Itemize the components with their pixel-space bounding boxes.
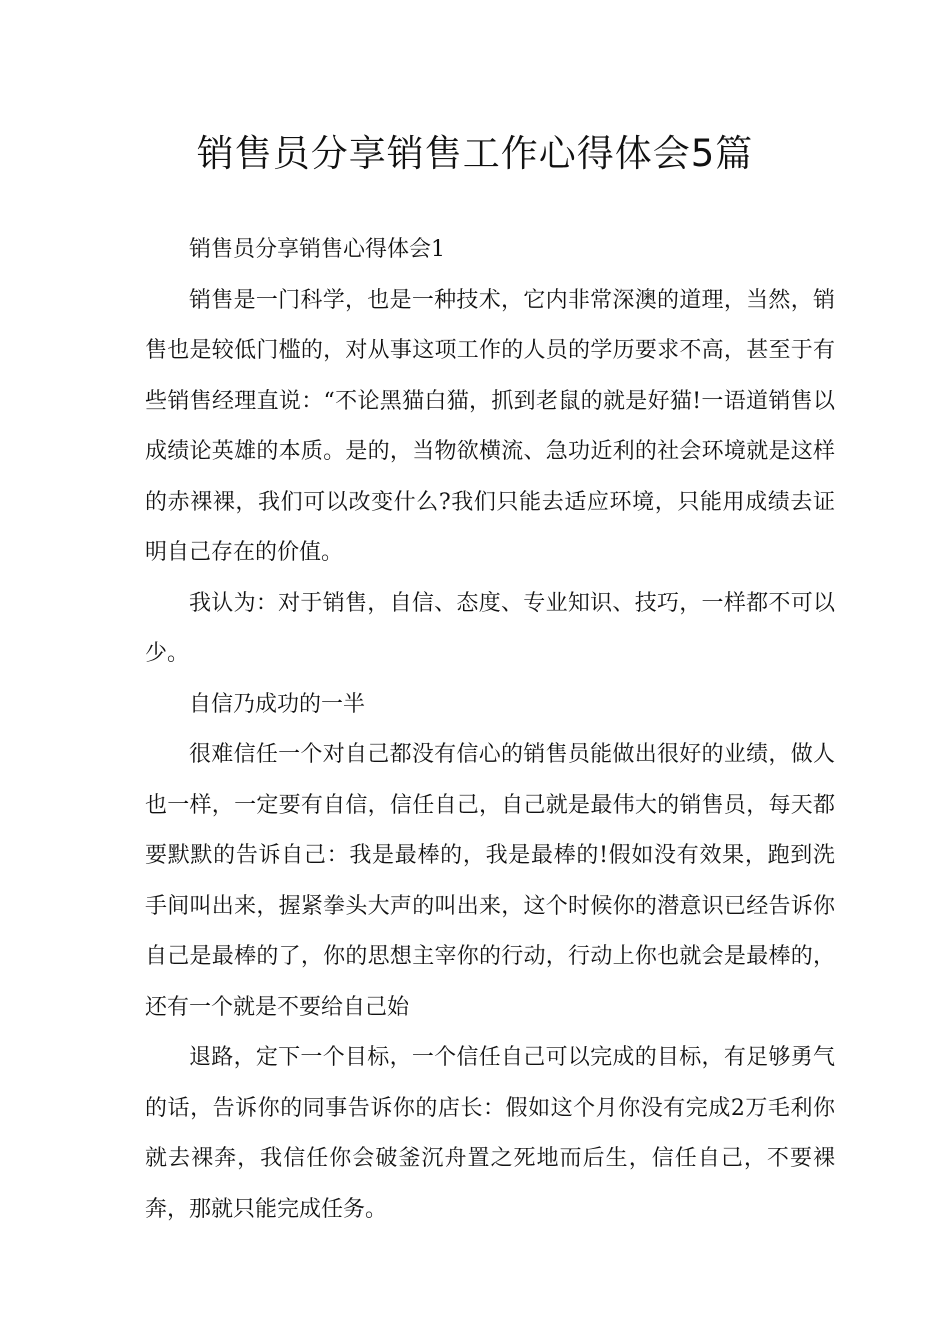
paragraph: 很难信任一个对自己都没有信心的销售员能做出很好的业绩，做人也一样，一定要有自信，信任自己，自己就是最伟大的销售员，每天都要默默的告诉自己：我是最棒的，我是最棒的!假如没有效果，跑到洗手间叫出来，握紧拳头大声的叫出来，这个时候你的潜意识已经告诉你自己是最棒的了，你的思想主宰你的行动，行动上你也就会是最棒的，还有一个就是不要给自己始 bbox=[145, 742, 835, 1020]
section-heading: 销售员分享销售心得体会1 bbox=[189, 237, 445, 262]
paragraph: 我认为：对于销售，自信、态度、专业知识、技巧，一样都不可以少。 bbox=[145, 590, 835, 666]
page-title: 销售员分享销售工作心得体会5篇 bbox=[196, 132, 754, 175]
paragraph: 销售是一门科学，也是一种技术，它内非常深澳的道理，当然，销售也是较低门槛的，对从事这项工作的人员的学历要求不高，甚至于有些销售经理直说：“不论黑猫白猫，抓到老鼠的就是好猫!一语道销售以成绩论英雄的本质。是的，当物欲横流、急功近利的社会环境就是这样的赤裸裸，我们可以改变什么?我们只能去适应环境，只能用成绩去证明自己存在的价值。 bbox=[145, 287, 835, 565]
document-body bbox=[145, 225, 835, 1235]
subheading: 自信乃成功的一半 bbox=[189, 691, 366, 717]
paragraph: 退路，定下一个目标，一个信任自己可以完成的目标，有足够勇气的话，告诉你的同事告诉你的店长：假如这个月你没有完成2万毛利你就去裸奔，我信任你会破釜沉舟置之死地而后生，信任自己，不要裸奔，那就只能完成任务。 bbox=[145, 1045, 835, 1222]
